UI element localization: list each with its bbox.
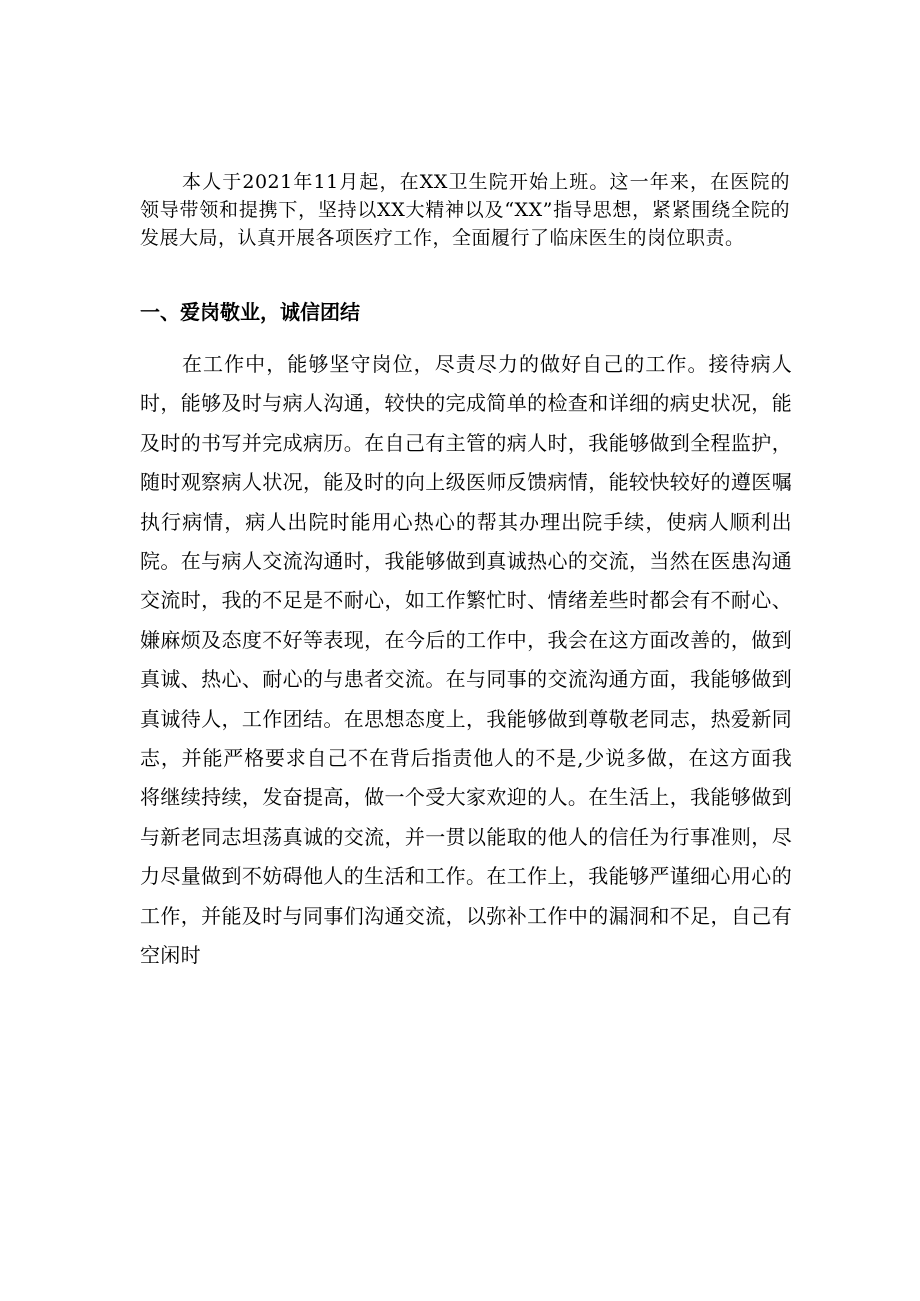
section-paragraph: 在工作中，能够坚守岗位，尽责尽力的做好自己的工作。接待病人时，能够及时与病人沟通，较快的完成简单的检查和详细的病史状况，能及时的书写并完成病历。在自己有主管的病人时，我能够做到全程监护，随时观察病人状况，能及时的向上级医师反馈病情，能较快较好的遵医嘱执行病情，病人出院时能用心热心的帮其办理出院手续，使病人顺利出院。在与病人交流沟通时，我能够做到真诚热心的交流，当然在医患沟通交流时，我的不足是不耐心，如工作繁忙时、情绪差些时都会有不耐心、嫌麻烦及态度不好等表现，在今后的工作中，我会在这方面改善的，做到真诚、热心、耐心的与患者交流。在与同事的交流沟通方面，我能够做到真诚待人，工作团结。在思想态度上，我能够做到尊敬老同志，热爱新同志，并能严格要求自己不在背后指责他人的不是,少说多做，在这方面我将继续持续，发奋提高，做一个受大家欢迎的人。在生活上，我能够做到与新老同志坦荡真诚的交流，并一贯以能取的他人的信任为行事准则，尽力尽量做到不妨碍他人的生活和工作。在工作上，我能够严谨细心用心的工作，并能及时与同事们沟通交流，以弥补工作中的漏洞和不足，自己有空闲时	[140, 352, 792, 968]
intro-paragraph: 本人于2021年11月起，在XX卫生院开始上班。这一年来，在医院的领导带领和提携下，坚持以XX大精神以及“XX”指导思想，紧紧围绕全院的发展大局，认真开展各项医疗工作，全面履行了临床医生的岗位职责。	[140, 171, 790, 249]
section-heading: 一、爱岗敬业，诚信团结	[140, 300, 360, 324]
